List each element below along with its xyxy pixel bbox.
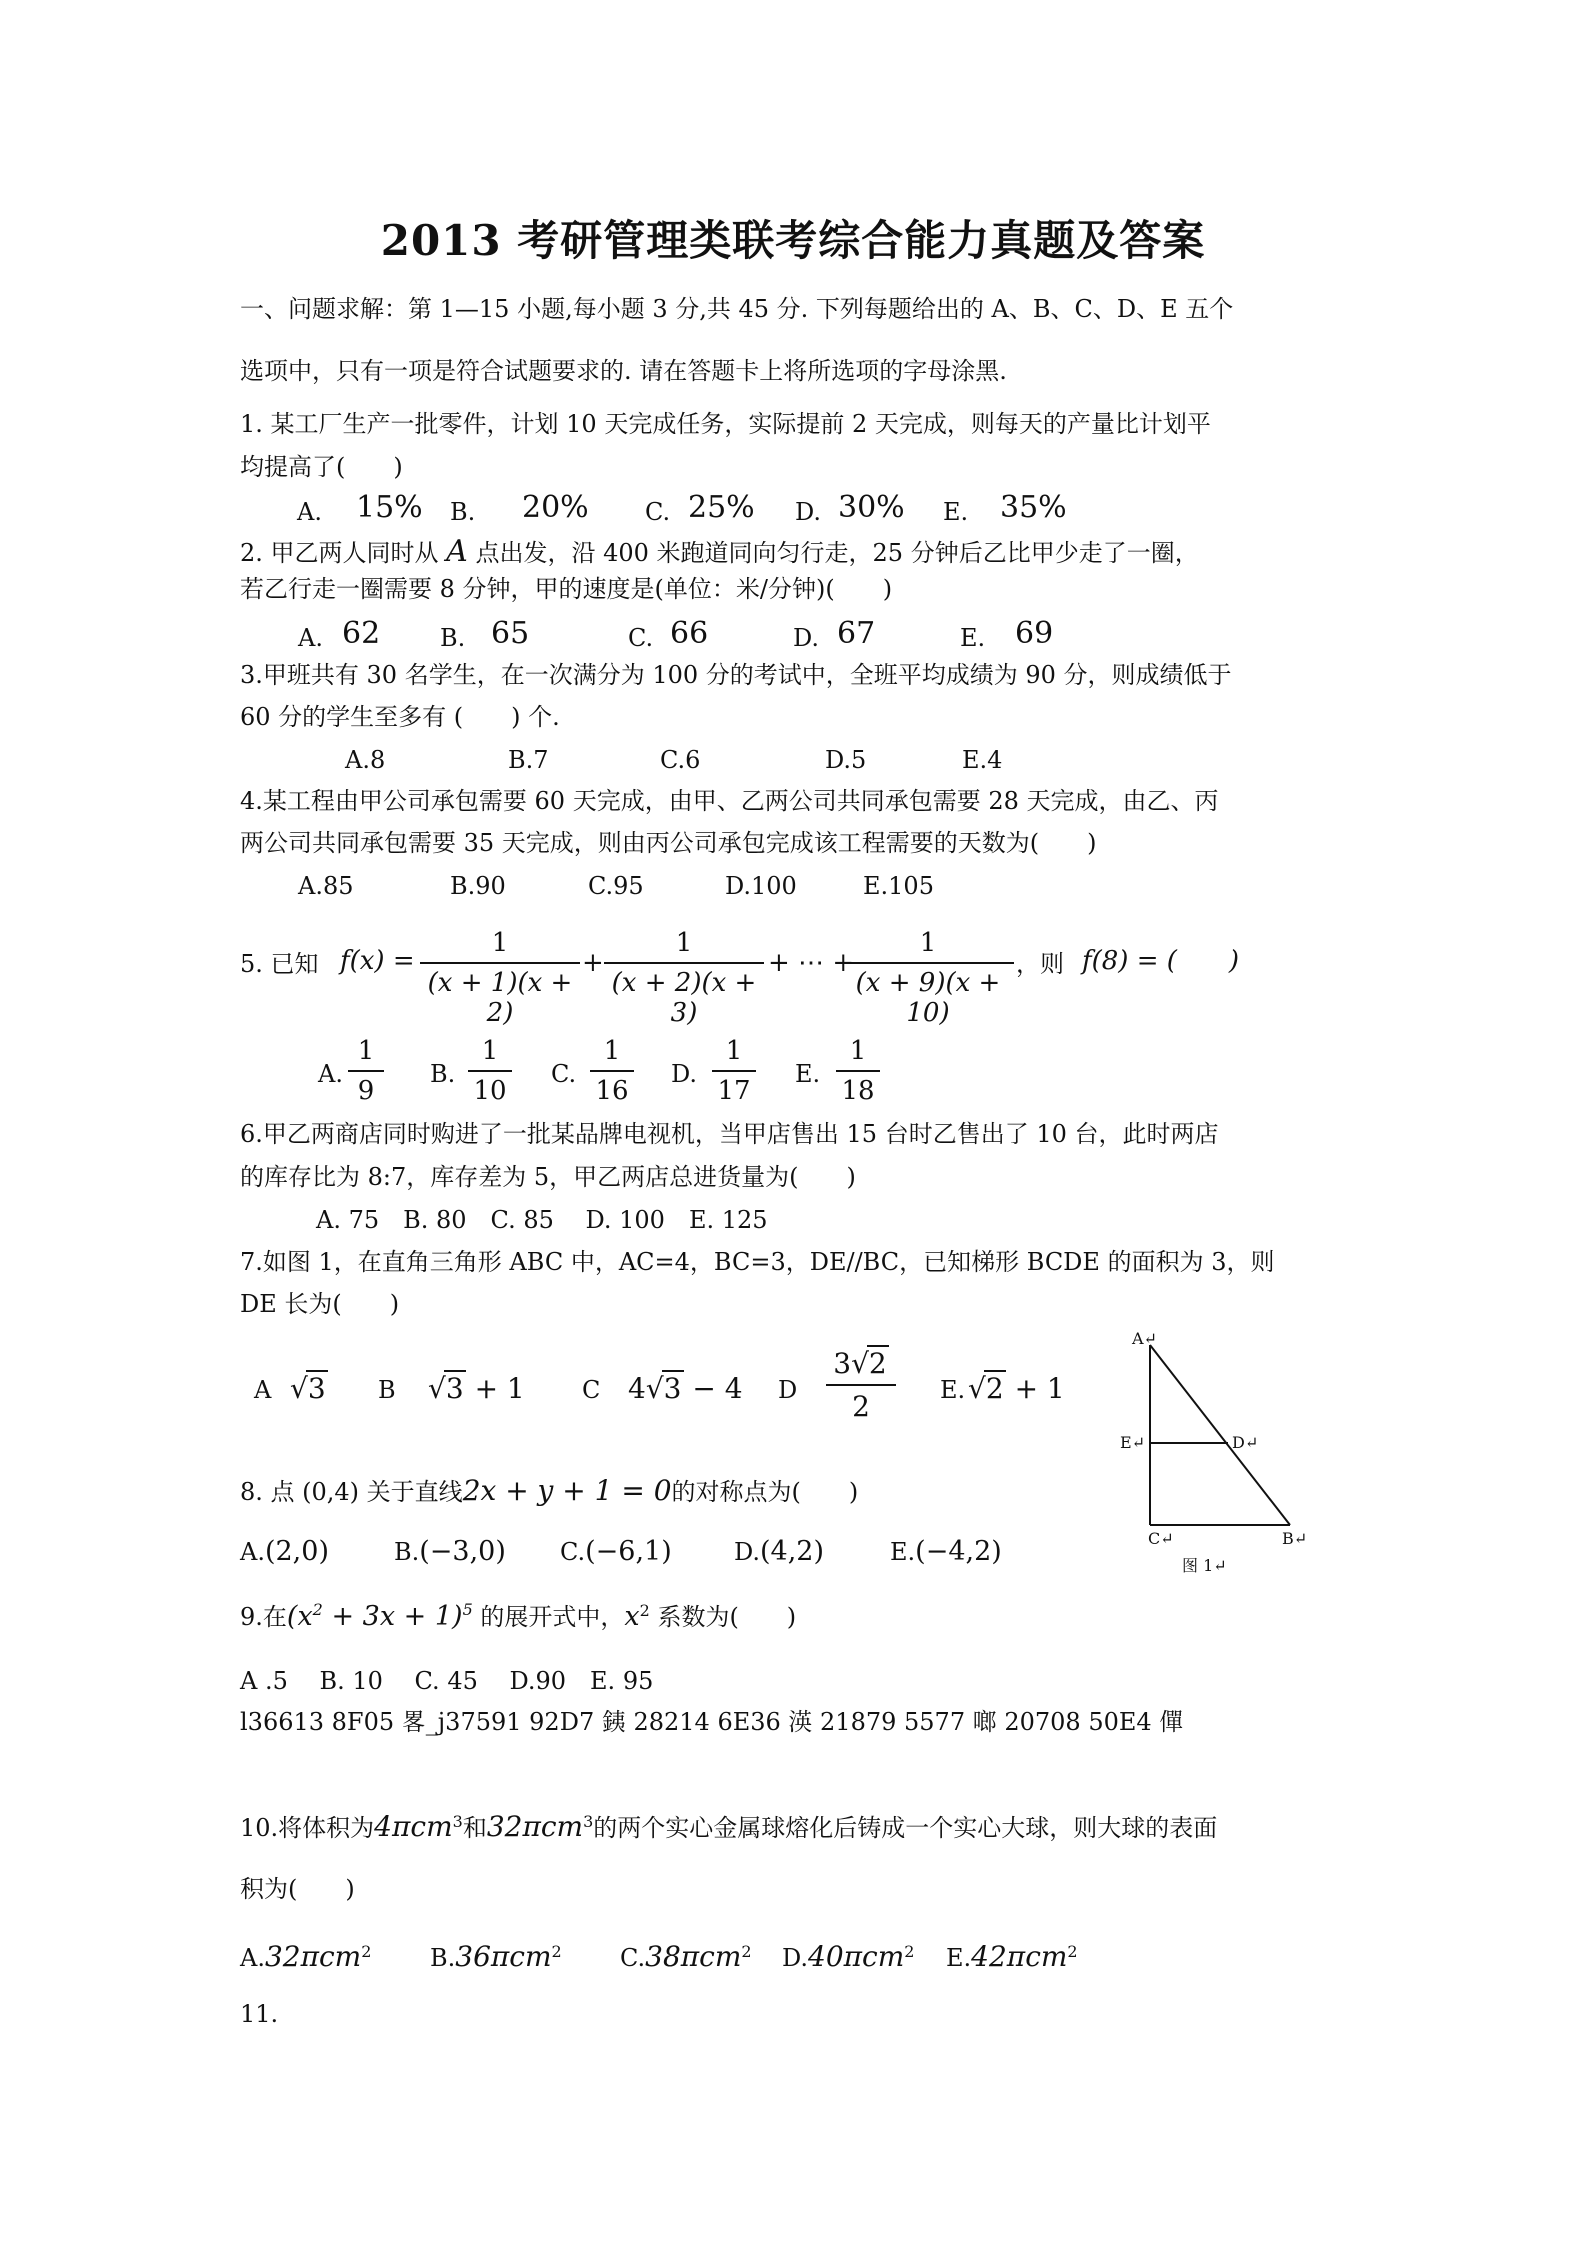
- q7-option-label: E.: [940, 1376, 966, 1404]
- q2-option-label: D.: [793, 624, 820, 652]
- q5-fx: f(x) =: [340, 946, 415, 976]
- q7-option-label: A: [254, 1376, 272, 1404]
- q5-option-denominator: 16: [595, 1076, 629, 1106]
- q11-label: 11.: [240, 2000, 279, 2028]
- q8-option-value: (−4,2): [915, 1536, 1002, 1567]
- q7-fraction-bar: [826, 1384, 896, 1386]
- q10-option: [620, 1940, 752, 1973]
- q7-option-label: D: [778, 1376, 798, 1404]
- q5-option-bar: [468, 1070, 512, 1072]
- q8-equation: 2x + y + 1 = 0: [462, 1474, 672, 1507]
- section-intro-line-2: 选项中，只有一项是符合试题要求的. 请在答题卡上将所选项的字母涂黑.: [240, 357, 1007, 385]
- q5-numerator: 1: [491, 928, 509, 958]
- q5-fraction-3: [842, 928, 1014, 1028]
- q1-option-value: 25%: [688, 490, 755, 525]
- q5-f8: f(8) = ( ): [1082, 946, 1240, 976]
- q5-option-numerator: 1: [357, 1036, 375, 1066]
- q3-text-2: 60 分的学生至多有 ( ) 个.: [240, 703, 560, 731]
- q5-fraction-bar: [604, 962, 764, 964]
- q5-ellipsis: + ⋯ +: [768, 948, 855, 978]
- q7-text-1: 7.如图 1，在直角三角形 ABC 中，AC=4，BC=3，DE//BC，已知梯形 BCDE 的面积为 3，则: [240, 1248, 1275, 1276]
- q7-option-label: C: [582, 1376, 601, 1404]
- q10-option-exp: 2: [1067, 1942, 1078, 1961]
- q8-text-a: 8. 点 (0,4) 关于直线: [240, 1478, 463, 1506]
- q5-option-fraction: [468, 1036, 512, 1106]
- q5-option-numerator: 1: [725, 1036, 743, 1066]
- q2-option-value: 65: [491, 616, 530, 651]
- q10-volume-1: 4πcm: [374, 1810, 453, 1843]
- q5-option-numerator: 1: [481, 1036, 499, 1066]
- q5-option-bar: [348, 1070, 384, 1072]
- q5-option-label: B.: [430, 1060, 456, 1088]
- q7-option-head: 4: [628, 1372, 646, 1405]
- q2-option-label: B.: [440, 624, 466, 652]
- label-e: E↵: [1120, 1433, 1146, 1452]
- q2-option-label: C.: [628, 624, 654, 652]
- q10-option-label: E.: [946, 1944, 972, 1972]
- q10-volume-2: 32πcm: [486, 1810, 584, 1843]
- q7-option-tail: + 1: [465, 1372, 525, 1405]
- q9-options: A .5 B. 10 C. 45 D.90 E. 95: [240, 1667, 654, 1695]
- figure-1-triangle: [1110, 1329, 1330, 1595]
- q9-middle: 的展开式中，: [472, 1603, 625, 1631]
- q10-option-label: D.: [782, 1944, 809, 1972]
- q10-and: 和: [462, 1814, 487, 1842]
- q4-option: B.90: [450, 872, 506, 900]
- q5-option-fraction: [836, 1036, 880, 1106]
- q9-expr-mid: + 3x + 1): [322, 1601, 463, 1632]
- q5-suffix: ，则: [1016, 950, 1064, 978]
- q8-option: [734, 1536, 824, 1567]
- q7-option-e: √2 + 1: [968, 1372, 1065, 1405]
- q2-text-1b: 点出发，沿 400 米跑道同向匀行走，25 分钟后乙比甲少走了一圈，: [467, 539, 1199, 567]
- q7-sqrt-value: 2: [868, 1347, 887, 1380]
- q10-option: [430, 1940, 562, 1973]
- q1-option-label: E.: [943, 498, 969, 526]
- q10-option-label: C.: [620, 1944, 646, 1972]
- q5-option-denominator: 18: [841, 1076, 875, 1106]
- q8-option: [560, 1536, 672, 1567]
- q5-option-label: D.: [671, 1060, 698, 1088]
- q9-exp-1: 2: [312, 1600, 323, 1619]
- q5-option-fraction: [348, 1036, 384, 1106]
- q6-text-2: 的库存比为 8:7，库存差为 5，甲乙两店总进货量为( ): [240, 1163, 856, 1191]
- q2-point-var: A: [446, 534, 468, 569]
- q10-option-value: 32πcm: [264, 1940, 362, 1973]
- q10-option-value: 38πcm: [645, 1940, 742, 1973]
- q10-option-value: 42πcm: [971, 1940, 1068, 1973]
- q5-option-fraction: [712, 1036, 756, 1106]
- q3-option: B.7: [508, 746, 549, 774]
- q9-expr-start: (x: [286, 1601, 313, 1632]
- q10-option: [946, 1940, 1078, 1973]
- q7-sqrt-value: 3: [307, 1372, 326, 1405]
- q3-option: A.8: [345, 746, 386, 774]
- q7-option-d-denominator: 2: [852, 1390, 870, 1423]
- q5-option-label: C.: [551, 1060, 577, 1088]
- q8-option-value: (2,0): [264, 1536, 329, 1567]
- q7-sqrt-value: 3: [445, 1372, 464, 1405]
- q9-prefix: 9.在: [240, 1603, 287, 1631]
- q9-text: [240, 1600, 796, 1633]
- q10-option-value: 36πcm: [455, 1940, 552, 1973]
- q1-option-label: A.: [297, 498, 322, 526]
- q10-option-exp: 2: [551, 1942, 562, 1961]
- q10-text-b: 的两个实心金属球熔化后铸成一个实心大球，则大球的表面: [593, 1814, 1218, 1842]
- q10-option-exp: 2: [741, 1942, 752, 1961]
- q8-option-label: C.: [560, 1538, 586, 1566]
- q9-term: x: [624, 1601, 640, 1632]
- q8-option-value: (4,2): [760, 1536, 825, 1567]
- q8-option: [890, 1536, 1002, 1567]
- q8-option-value: (−6,1): [585, 1536, 672, 1567]
- q10-text-a: 10.将体积为: [240, 1814, 375, 1842]
- q2-option-label: E.: [960, 624, 986, 652]
- q5-option-bar: [712, 1070, 756, 1072]
- q5-prefix: 5. 已知: [240, 950, 319, 978]
- q7-sqrt-value: 3: [663, 1372, 682, 1405]
- q7-option-b: √3 + 1: [428, 1372, 525, 1405]
- q5-numerator: 1: [919, 928, 937, 958]
- q3-text-1: 3.甲班共有 30 名学生，在一次满分为 100 分的考试中，全班平均成绩为 90 分，则成绩低于: [240, 661, 1232, 689]
- q2-option-value: 62: [342, 616, 381, 651]
- q10-option: [782, 1940, 914, 1973]
- q8-option-label: D.: [734, 1538, 761, 1566]
- q2-option-value: 66: [670, 616, 709, 651]
- q8-text: [240, 1474, 858, 1508]
- q1-option-label: C.: [645, 498, 671, 526]
- q7-sqrt-value: 2: [985, 1372, 1004, 1405]
- figure-caption: 图 1↵: [1182, 1556, 1227, 1575]
- q4-text-2: 两公司共同承包需要 35 天完成，则由丙公司承包完成该工程需要的天数为( ): [240, 829, 1097, 857]
- q7-option-tail: + 1: [1005, 1372, 1065, 1405]
- q5-option-fraction: [590, 1036, 634, 1106]
- q1-option-value: 30%: [838, 490, 905, 525]
- q5-option-denominator: 17: [717, 1076, 751, 1106]
- label-a: A↵: [1132, 1329, 1157, 1348]
- q2-text-1a: 2. 甲乙两人同时从: [240, 539, 447, 567]
- q7-numerator-head: 3: [833, 1347, 852, 1380]
- q5-option-label: E.: [795, 1060, 821, 1088]
- q10-exp-1: 3: [452, 1812, 463, 1831]
- q1-text-1: 1. 某工厂生产一批零件，计划 10 天完成任务，实际提前 2 天完成，则每天的产量比计划平: [240, 410, 1211, 438]
- q5-fraction-1: [420, 928, 580, 1028]
- q8-option-label: B.: [394, 1538, 420, 1566]
- q2-option-value: 69: [1015, 616, 1054, 651]
- q7-option-a: √3: [290, 1372, 326, 1405]
- section-intro-line-1: 一、问题求解：第 1—15 小题,每小题 3 分,共 45 分. 下列每题给出的 A、B、C、D、E 五个: [240, 295, 1234, 323]
- q10-option-exp: 2: [904, 1942, 915, 1961]
- page-title: 2013 考研管理类联考综合能力真题及答案: [380, 216, 1206, 265]
- q5-denominator: (x + 2)(x + 3): [611, 968, 757, 1028]
- q8-option-label: E.: [890, 1538, 916, 1566]
- q2-text-2: 若乙行走一圈需要 8 分钟，甲的速度是(单位：米/分钟)( ): [240, 575, 893, 603]
- q5-plus: +: [582, 948, 604, 978]
- q5-option-label: A.: [318, 1060, 343, 1088]
- q5-option-denominator: 9: [357, 1076, 375, 1106]
- q2-option-value: 67: [837, 616, 876, 651]
- q1-text-2: 均提高了( ): [240, 453, 403, 481]
- q5-option-numerator: 1: [849, 1036, 867, 1066]
- q5-option-bar: [590, 1070, 634, 1072]
- q7-option-label: B: [378, 1376, 396, 1404]
- q5-option-bar: [836, 1070, 880, 1072]
- q7-option-d-numerator: 3√2: [833, 1347, 887, 1380]
- q6-text-1: 6.甲乙两商店同时购进了一批某品牌电视机，当甲店售出 15 台时乙售出了 10 台，此时两店: [240, 1120, 1219, 1148]
- q3-option: E.4: [962, 746, 1003, 774]
- q3-option: D.5: [825, 746, 867, 774]
- q5-denominator: (x + 1)(x + 2): [427, 968, 573, 1028]
- q10-exp-2: 3: [583, 1812, 594, 1831]
- q4-option: A.85: [298, 872, 354, 900]
- q10-option: [240, 1940, 371, 1973]
- q5-fraction-2: [604, 928, 764, 1028]
- q10-option-label: A.: [240, 1944, 265, 1972]
- q3-option: C.6: [660, 746, 701, 774]
- q2-option-label: A.: [298, 624, 323, 652]
- q1-option-value: 35%: [1000, 490, 1067, 525]
- q1-option-label: D.: [795, 498, 822, 526]
- q9-expression: [287, 1601, 473, 1632]
- q8-text-b: 的对称点为( ): [671, 1478, 859, 1506]
- q1-option-value: 20%: [522, 490, 589, 525]
- q6-options: A. 75 B. 80 C. 85 D. 100 E. 125: [316, 1206, 768, 1234]
- label-d: D↵: [1232, 1433, 1259, 1452]
- q7-option-tail: − 4: [683, 1372, 743, 1405]
- q10-option-exp: 2: [361, 1942, 372, 1961]
- q5-numerator: 1: [675, 928, 693, 958]
- q10-option-value: 40πcm: [808, 1940, 905, 1973]
- q8-option: [240, 1536, 329, 1567]
- q1-option-label: B.: [450, 498, 476, 526]
- q7-option-c: 4√3 − 4: [628, 1372, 743, 1405]
- q8-option-label: A.: [240, 1538, 265, 1566]
- q9-term-exp: 2: [639, 1601, 650, 1620]
- q1-option-value: 15%: [356, 490, 423, 525]
- q7-text-2: DE 长为( ): [240, 1290, 400, 1318]
- q5-option-numerator: 1: [603, 1036, 621, 1066]
- q5-fraction-bar: [842, 962, 1014, 964]
- q2-text-1: [240, 534, 1199, 570]
- q8-option: [394, 1536, 506, 1567]
- q8-option-value: (−3,0): [419, 1536, 506, 1567]
- q10-text-1: [240, 1810, 1217, 1844]
- q5-fraction-bar: [420, 962, 580, 964]
- q10-option-label: B.: [430, 1944, 456, 1972]
- q4-option: E.105: [863, 872, 934, 900]
- q4-text-1: 4.某工程由甲公司承包需要 60 天完成，由甲、乙两公司共同承包需要 28 天完成，由乙、丙: [240, 787, 1219, 815]
- q5-option-denominator: 10: [473, 1076, 507, 1106]
- q9-suffix: 系数为( ): [649, 1603, 797, 1631]
- q4-option: C.95: [588, 872, 644, 900]
- q4-option: D.100: [725, 872, 797, 900]
- side-ab: [1150, 1345, 1290, 1525]
- q5-denominator: (x + 9)(x + 10): [855, 968, 1001, 1028]
- garbled-text-line: l36613 8F05 畧_j37591 92D7 銕 28214 6E36 渶 21879 5577 啷 20708 50E4 僤: [240, 1708, 1184, 1736]
- label-c: C↵: [1148, 1529, 1174, 1548]
- q7-option-d: [826, 1345, 896, 1423]
- q9-exp-2: 5: [462, 1600, 473, 1619]
- q10-text-2: 积为( ): [240, 1875, 355, 1903]
- label-b: B↵: [1282, 1529, 1308, 1548]
